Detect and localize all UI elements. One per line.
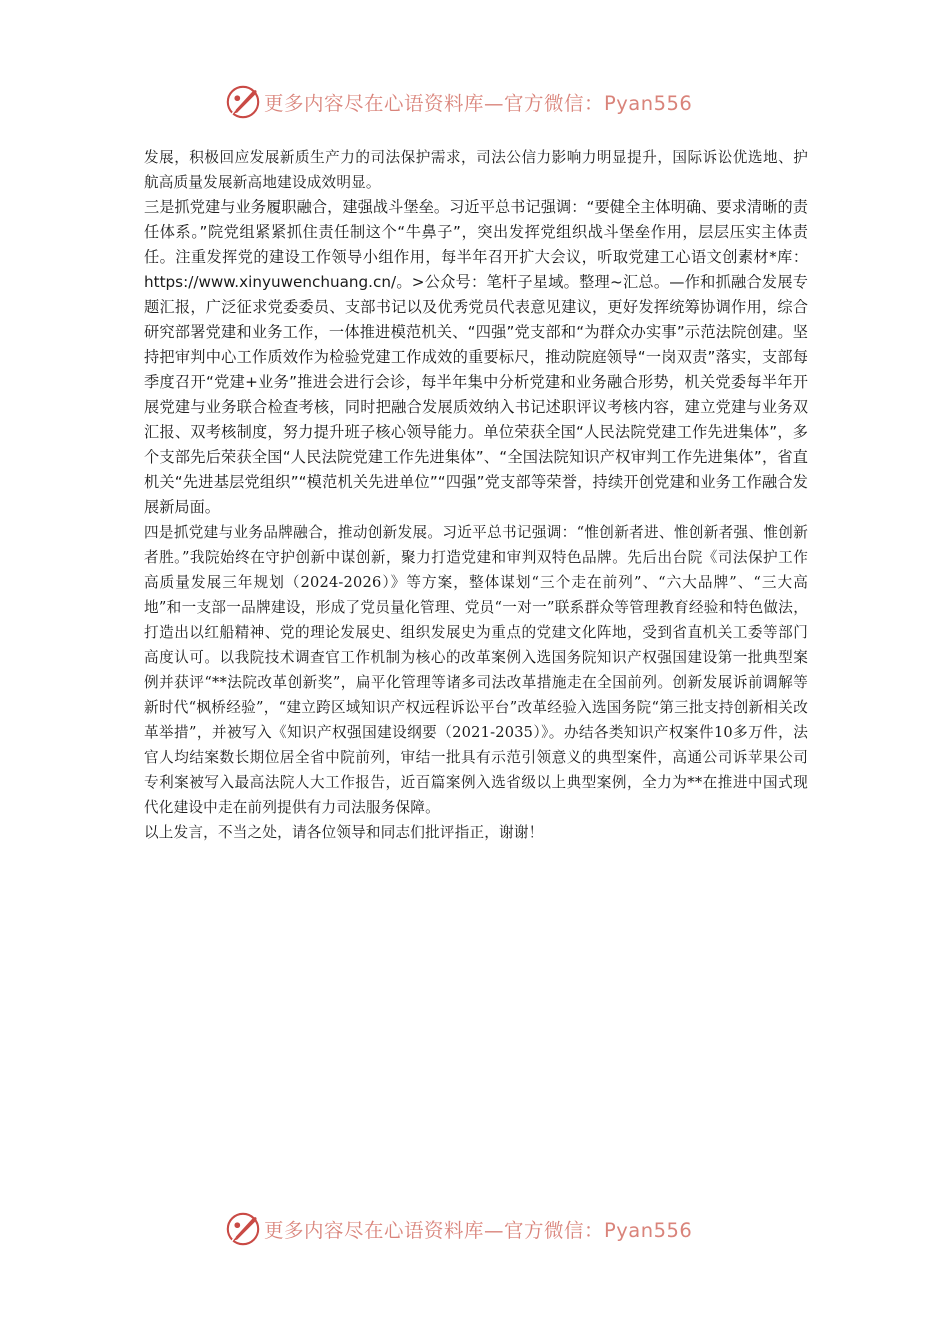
paragraph-point-three: 三是抓党建与业务履职融合，建强战斗堡垒。习近平总书记强调：“要健全主体明确、要求清晰的责任体系。”院党组紧紧抓住责任制这个“牛鼻子”，突出发挥党组织战斗堡垒作用，层层压实主体责任。注重发挥党的建设工作领导小组作用，每半年召开扩大会议，听取党建工心语文创素材*库：https://www.xinyuwenchuang.cn/。>公众号：笔杆子星域。整理~汇总。—作和抓融合发展专题汇报，广泛征求党委委员、支部书记以及优秀党员代表意见建议，更好发挥统筹协调作用，综合研究部署党建和业务工作，一体推进模范机关、“四强”党支部和“为群众办实事”示范法院创建。坚持把审判中心工作质效作为检验党建工作成效的重要标尺，推动院庭领导“一岗双责”落实，支部每季度召开“党建+业务”推进会进行会诊，每半年集中分析党建和业务融合形势，机关党委每半年开展党建与业务联合检查考核，同时把融合发展质效纳入书记述职评议考核内容，建立党建与业务双汇报、双考核制度，努力提升班子核心领导能力。单位荣获全国“人民法院党建工作先进集体”，多个支部先后荣获全国“人民法院党建工作先进集体”、“全国法院知识产权审判工作先进集体”，省直机关“先进基层党组织”“模范机关先进单位”“四强”党支部等荣誉，持续开创党建和业务工作融合发展新局面。 [144,198,808,516]
paragraph-intro-continued: 发展，积极回应发展新质生产力的司法保护需求，司法公信力影响力明显提升，国际诉讼优选地、护航高质量发展新高地建设成效明显。 [144,149,808,191]
banner-text: 更多内容尽在心语资料库—官方微信：Pyan556 [264,1219,693,1242]
header-banner [224,82,724,122]
quill-pen-logo-icon [224,1210,262,1248]
footer-banner [224,1209,724,1249]
paragraph-point-four: 四是抓党建与业务品牌融合，推动创新发展。习近平总书记强调：“惟创新者进、惟创新者强、惟创新者胜。”我院始终在守护创新中谋创新，聚力打造党建和审判双特色品牌。先后出台院《司法保护工作高质量发展三年规划（2024-2026）》等方案，整体谋划“三个走在前列”、“六大品牌”、“三大高地”和一支部一品牌建设，形成了党员量化管理、党员“一对一”联系群众等管理教育经验和特色做法，打造出以红船精神、党的理论发展史、组织发展史为重点的党建文化阵地，受到省直机关工委等部门高度认可。以我院技术调查官工作机制为核心的改革案例入选国务院知识产权强国建设第一批典型案例并获评“**法院改革创新奖”，扁平化管理等诸多司法改革措施走在全国前列。创新发展诉前调解等新时代“枫桥经验”，“建立跨区域知识产权远程诉讼平台”改革经验入选国务院“第三批支持创新相关改革举措”，并被写入《知识产权强国建设纲要（2021-2035）》。办结各类知识产权案件10多万件，法官人均结案数长期位居全省中院前列，审结一批具有示范引领意义的典型案件，高通公司诉苹果公司专利案被写入最高法院人大工作报告，近百篇案例入选省级以上典型案例，全力为**在推进中国式现代化建设中走在前列提供有力司法服务保障。 [144,524,808,816]
paragraph-closing: 以上发言，不当之处，请各位领导和同志们批评指正，谢谢！ [144,824,544,841]
document-body [144,145,808,845]
banner-text: 更多内容尽在心语资料库—官方微信：Pyan556 [264,92,693,115]
quill-pen-logo-icon [224,83,262,121]
